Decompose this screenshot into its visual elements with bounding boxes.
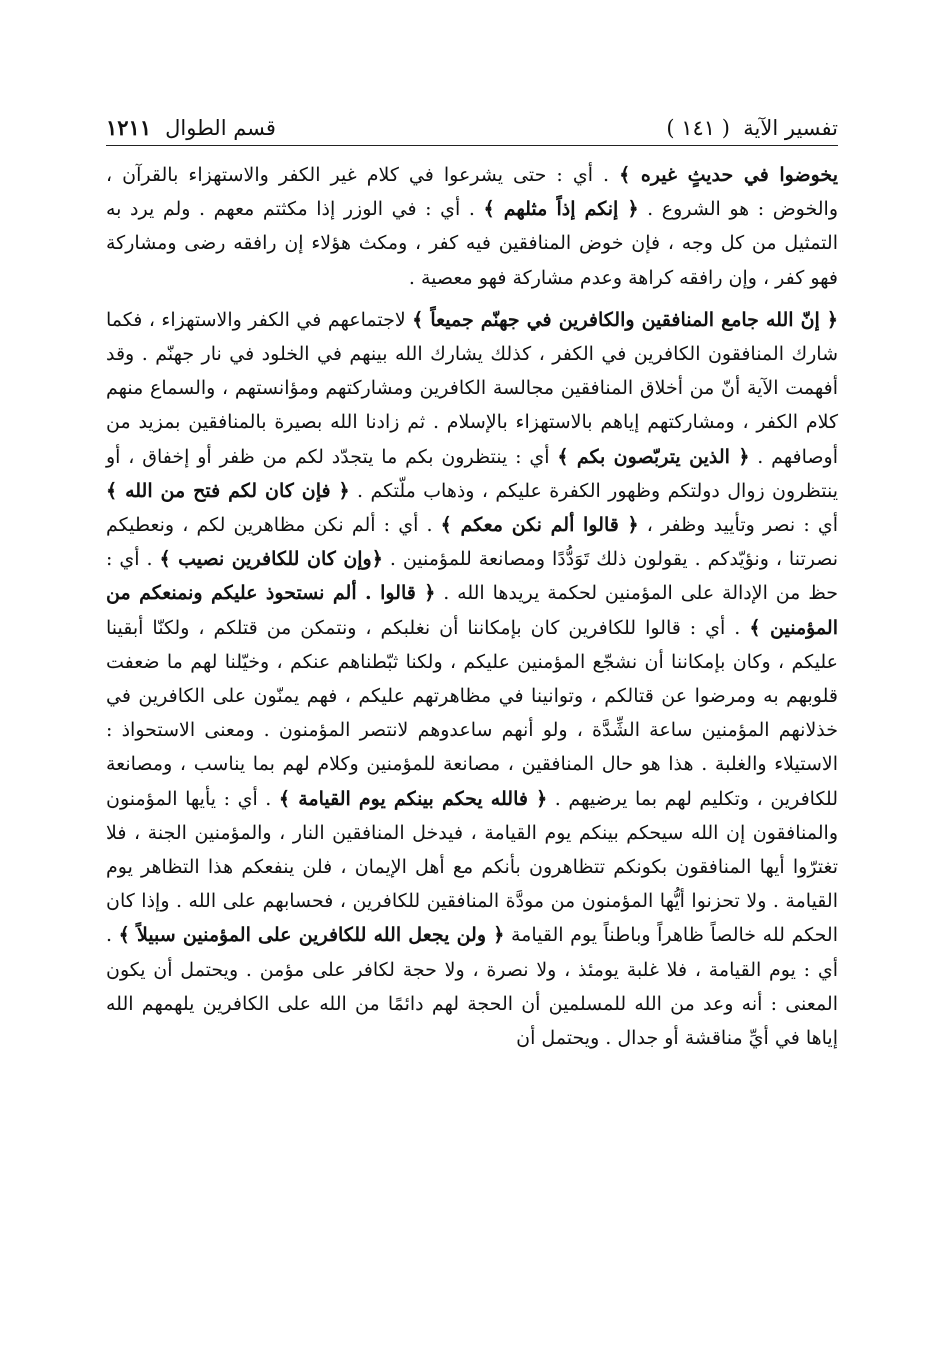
commentary-text: . أي : ألم نكن مظاهرين لكم ، ونعطيكم نصرتنا ، ونؤيّدكم . يقولون ذلك تَوَدُّدًا ومصانعة للمؤمنين .	[106, 514, 838, 571]
quran-quote: ﴿ فالله يحكم بينكم يوم القيامة ﴾	[278, 787, 548, 810]
commentary-text: . أي : في الوزر إذا مكثتم معهم . ولم يرد به التمثيل من كل وجه ، فإن خوض المنافقين فيه كفر ، ومكث هؤلاء إن رافقه رضى ومشاركة فهو كفر ، وإن رافقه كراهة وعدم مشاركة فهو معصية .	[106, 198, 838, 289]
verse-number: ( ١٤١ )	[666, 116, 730, 140]
quran-quote: ﴿ ولن يجعل الله للكافرين على المؤمنين سبيلاً ﴾	[118, 924, 505, 947]
quran-quote: ﴿ فإن كان لكم فتح من الله ﴾	[106, 479, 350, 502]
quran-quote: ﴿ قالوا . ألم نستحوذ عليكم ونمنعكم من المؤمنين ﴾	[106, 582, 838, 639]
quran-quote: ﴿ الذين يتربّصون بكم ﴾	[557, 445, 750, 468]
paragraph	[106, 158, 838, 295]
section-name: قسم الطوال	[165, 116, 276, 140]
commentary-text: أي : نصر وتأييد وظفر ،	[638, 514, 838, 537]
header-rule	[106, 145, 838, 146]
commentary-text: . أي : حظ من الإدالة على المؤمنين لحكمة يريدها الله .	[106, 548, 838, 605]
quran-quote: يخوضوا في حديثٍ غيره ﴾	[619, 164, 838, 186]
book-title: تفسير الآية	[743, 116, 838, 140]
commentary-text: . أي : قالوا للكافرين كان بإمكاننا أن نغلبكم ، ونتمكن من قتلكم ، ولكنّا أبقينا عليكم ، وكان بإمكاننا أن نشجّع المؤمنين عليكم ، ولكنا ثبّطناهم عنكم ، وخيّلنا لهم ما ضعفت قلوبهم به ومرضوا عن قتالكم ، وتوانينا في مظاهرتهم عليكم ، فهم يمنّون على الكافرين في خذلانهم المؤمنين ساعة الشِّدَّة ، ولو أنهم ساعدوهم لانتصر المؤمنون . ومعنى الاستحواذ : الاستيلاء والغلبة . هذا هو حال المنافقين ، مصانعة للمؤمنين وكلام لهم بما يناسب ، ومصانعة للكافرين ، وتكليم لهم بما يرضيهم .	[106, 616, 839, 810]
commentary-text: . أي : حتى يشرعوا في كلام غير الكفر والاستهزاء بالقرآن ، والخوض : هو الشروع .	[106, 164, 839, 221]
header-right	[666, 116, 838, 140]
commentary-text: لاجتماعهم في الكفر والاستهزاء ، فكما شارك المنافقون الكافرين في الكفر ، كذلك يشارك الله بينهم في الخلود في نار جهنّم . وقد أفهمت الآية أنّ من أخلاق المنافقين مجالسة الكافرين ومشاركتهم ومؤانستهم ، والسماع منهم كلام الكفر ، ومشاركتهم إياهم بالاستهزاء بالإسلام . ثم زادنا الله بصيرة بالمنافقين بمزيد من أوصافهم .	[106, 308, 839, 468]
paragraph	[106, 303, 838, 1055]
commentary-text: أي : ينتظرون بكم ما يتجدّد لكم من ظفر أو إخفاق ، أو ينتظرون زوال دولتكم وظهور الكفرة عليكم ، وذهاب ملّتكم .	[106, 445, 839, 502]
page-number: ١٢١١	[106, 115, 152, 140]
quran-quote: ﴿ إنّ الله جامع المنافقين والكافرين في جهنّم جميعاً ﴾	[412, 308, 838, 331]
running-header	[106, 100, 838, 140]
commentary-text: . أي : يوم القيامة ، فلا غلبة يومئذ ، ولا نصرة ، ولا حجة لكافر على مؤمن . ويحتمل أن يكون المعنى : أنه وعد من الله للمسلمين أن الحجة لهم دائمًا من الله على الكافرين يلهمهم الله إياها في أيِّ مناقشة أو جدال . ويحتمل أن	[106, 924, 838, 1050]
header-left	[106, 115, 276, 140]
commentary-text: . أي : يأيها المؤمنون والمنافقون إن الله سيحكم بينكم يوم القيامة ، فيدخل المنافقين النار ، والمؤمنين الجنة ، فلا تغترّوا أيها المنافقون بكونكم تتظاهرون بأنكم مع أهل الإيمان ، فلن ينفعكم هذا التظاهر يوم القيامة . ولا تحزنوا أيُّها المؤمنون من مودَّة المنافقين للكافرين ، فحسابهم على الله . وإذا كان الحكم لله خالصاً ظاهراً وباطناً يوم القيامة	[106, 787, 838, 947]
quran-quote: ﴿ قالوا ألم نكن معكم ﴾	[440, 514, 639, 537]
quran-quote: ﴿وإن كان للكافرين نصيب ﴾	[159, 548, 383, 571]
quran-quote: ﴿ إنكم إذاً مثلهم ﴾	[483, 198, 639, 221]
body-text	[106, 158, 838, 1055]
